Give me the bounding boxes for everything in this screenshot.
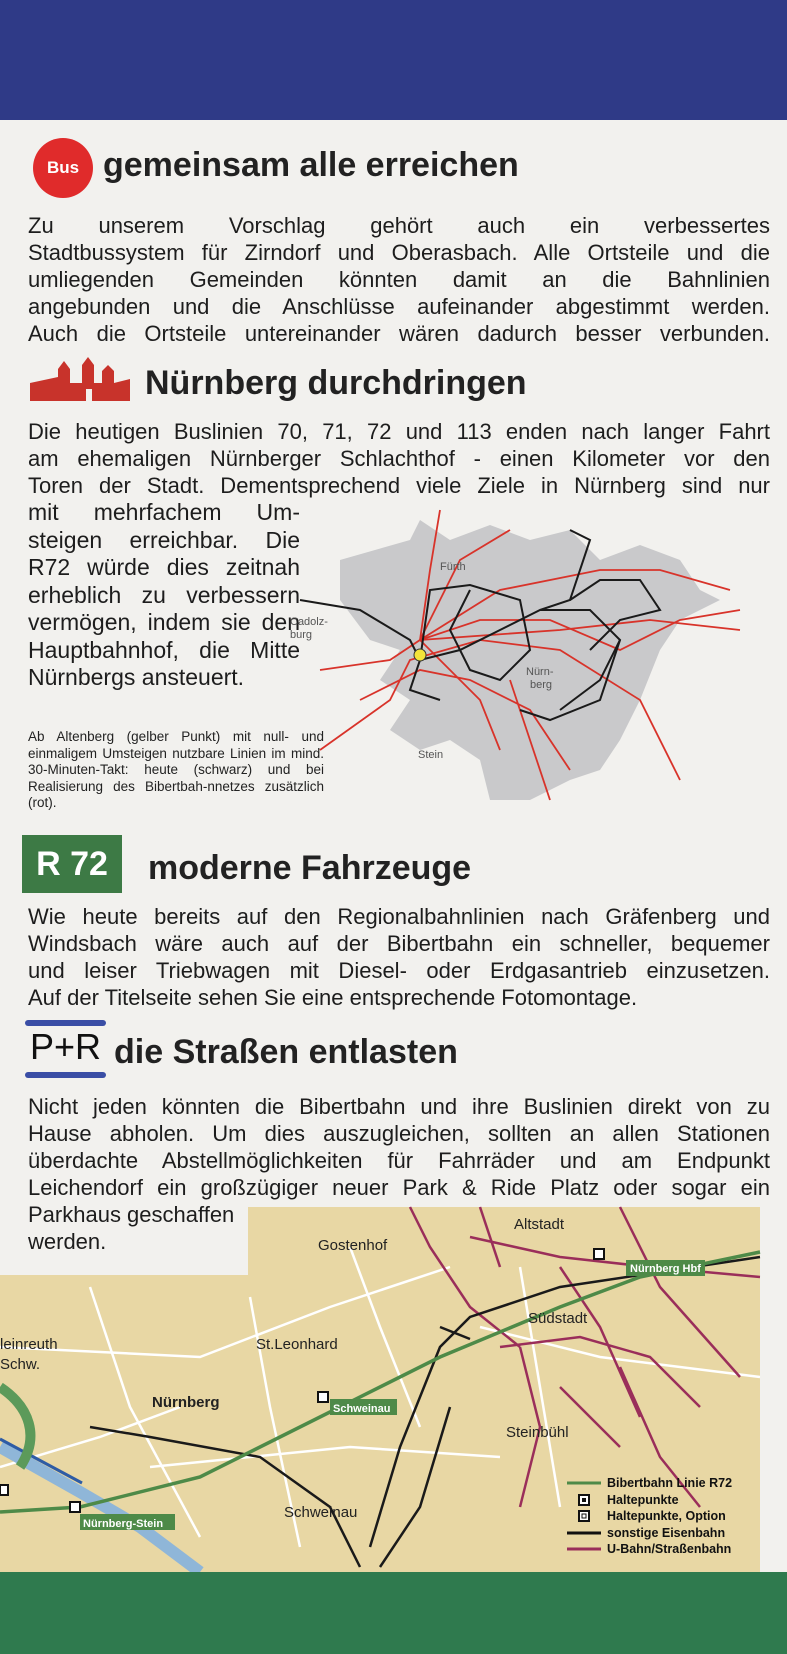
bus-badge: Bus	[33, 138, 93, 198]
text-line: Toren der Stadt. Dementsprechend viele Ziele in Nürnberg sind nur	[28, 473, 770, 498]
park-and-ride-badge	[25, 1020, 106, 1078]
map-label-nuernberg-stein: Nürnberg-Stein	[83, 1518, 164, 1530]
map-label-cadolzburg-1: Cadolz-	[290, 616, 328, 628]
text-line: Leichendorf ein großzügiger neuer Park & Ride Platz oder sogar ein	[28, 1175, 770, 1200]
map-label-gostenhof: Gostenhof	[318, 1237, 388, 1254]
legend-label: U-Bahn/Straßenbahn	[607, 1542, 732, 1556]
map-label-altstadt: Altstadt	[514, 1216, 565, 1233]
text-line: vermögen, indem sie den	[28, 609, 300, 635]
map-label-nuernberg-2: berg	[530, 679, 553, 691]
r72-section-text	[28, 903, 770, 1011]
map-label-fuerth: Fürth	[440, 561, 466, 573]
map-label-cadolzburg-2: burg	[290, 629, 313, 641]
map-label-schweinau: Schweinau	[284, 1504, 358, 1521]
legend-row-stops-option	[567, 1508, 732, 1525]
top-color-band	[0, 0, 787, 120]
nuernberg-section-title: Nürnberg durchdringen	[145, 364, 527, 402]
pr-badge-text: P+R	[29, 1026, 102, 1067]
legend-row-stops	[567, 1492, 732, 1509]
text-line: Windsbach wäre auch auf der Bibertbahn ein schneller, bequemer	[28, 931, 770, 956]
stop-square-icon	[567, 1493, 601, 1507]
text-line: Wie heute bereits auf den Regionalbahnlinien nach Gräfenberg und	[28, 904, 770, 929]
bus-section-title: gemeinsam alle erreichen	[103, 146, 519, 184]
legend-row-r72	[567, 1475, 732, 1492]
r72-section-title: moderne Fahrzeuge	[148, 849, 472, 887]
pr-badge-bottom-bar	[25, 1072, 106, 1078]
map-label-nuernberg-1: Nürn-	[526, 666, 554, 678]
map-label-leinreuth-schw: Schw.	[0, 1356, 41, 1373]
pr-section-title: die Straßen entlasten	[114, 1033, 458, 1071]
purple-line-icon	[567, 1542, 601, 1556]
green-line-icon	[567, 1476, 601, 1490]
nuernberg-section-text	[28, 418, 770, 499]
map-label-steinbuehl: Steinbühl	[506, 1424, 569, 1441]
text-line: Auf der Titelseite sehen Sie eine entsprechende Fotomontage.	[28, 985, 638, 1010]
r72-badge: R 72	[22, 835, 122, 893]
legend-row-rail	[567, 1525, 732, 1542]
map-label-nuernberg: Nürnberg	[152, 1394, 220, 1411]
legend-row-tram	[567, 1541, 732, 1558]
map-label-st-leonhard: St.Leonhard	[256, 1336, 338, 1353]
text-line: mit mehrfachem Um-	[28, 499, 300, 525]
map-label-leinreuth: leinreuth	[0, 1336, 58, 1353]
map-legend	[567, 1475, 732, 1558]
text-line: Hauptbahnhof, die Mitte	[28, 636, 300, 663]
text-line: R72 würde dies zeitnah	[28, 554, 300, 580]
black-line-icon	[567, 1526, 601, 1540]
bus-section-text	[28, 212, 770, 347]
text-line: Hause abholen. Um dies auszugleichen, sollten an allen Stationen	[28, 1121, 770, 1146]
text-line: Zu unserem Vorschlag gehört auch ein verbessertes	[28, 213, 770, 238]
legend-label: Haltepunkte	[607, 1492, 679, 1507]
legend-label: Haltepunkte, Option	[607, 1509, 726, 1523]
map-label-schweinau-station: Schweinau	[333, 1403, 391, 1415]
castle-icon	[28, 355, 132, 401]
text-line: am ehemaligen Nürnberger Schlachthof - einen Kilometer vor den	[28, 446, 770, 471]
text-line: angebunden und die Anschlüsse aufeinander abgestimmt werden.	[28, 294, 770, 319]
text-line: umliegenden Gemeinden könnten damit an die Bahnlinien	[28, 267, 770, 292]
text-line: Parkhaus geschaffen	[28, 1202, 235, 1227]
map-label-stein: Stein	[418, 749, 444, 761]
bottom-color-band	[0, 1572, 787, 1654]
legend-label: Bibertbahn Linie R72	[607, 1476, 733, 1490]
option-square-icon	[567, 1509, 601, 1523]
text-line: Auch die Ortsteile untereinander wären dadurch besser verbunden.	[28, 321, 770, 346]
text-line: überdachte Abstellmöglichkeiten für Fahrräder und am Endpunkt	[28, 1148, 770, 1173]
text-line: Nicht jeden könnten die Bibertbahn und ihre Buslinien direkt von zu	[28, 1094, 770, 1119]
map-label-suedstadt: Südstadt	[528, 1310, 588, 1327]
legend-label: sonstige Eisenbahn	[607, 1525, 726, 1540]
text-line: erheblich zu verbessern	[28, 581, 300, 608]
regional-network-map	[290, 500, 770, 820]
nuernberg-section-text-narrow	[28, 499, 300, 692]
map-label-hbf: Nürnberg Hbf	[630, 1263, 701, 1275]
text-line: und leiser Triebwagen mit Diesel- oder Erdgasantrieb einzusetzen.	[28, 958, 770, 983]
text-line: werden.	[28, 1229, 107, 1254]
text-line: Nürnbergs ansteuert.	[28, 664, 245, 690]
network-map-caption: Ab Altenberg (gelber Punkt) mit null- und einmaligem Umsteigen nutzbare Linien im mind. 30-Minuten-Takt: heute (schwarz) und bei Realisierung des Bibertbah-nnetzes zusätzlich (rot).	[28, 729, 324, 810]
text-line: Stadtbussystem für Zirndorf und Oberasbach. Alle Ortsteile und die	[28, 240, 770, 265]
text-line: steigen erreichbar. Die	[28, 526, 300, 553]
text-line: Die heutigen Buslinien 70, 71, 72 und 113 enden nach langer Fahrt	[28, 419, 770, 444]
